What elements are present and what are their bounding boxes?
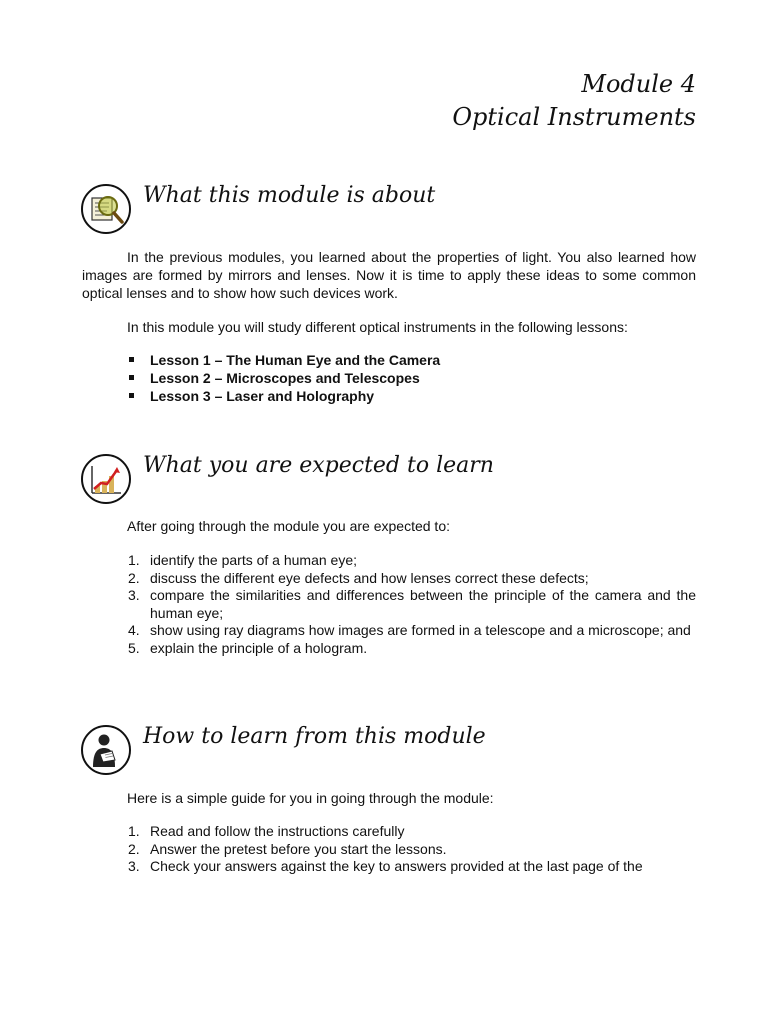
expected-intro: After going through the module you are expected to: xyxy=(127,518,450,534)
item-number: 1. xyxy=(128,552,140,568)
item-text: show using ray diagrams how images are formed in a telescope and a microscope; and xyxy=(150,622,691,638)
item-number: 3. xyxy=(128,587,140,603)
item-text: explain the principle of a hologram. xyxy=(150,639,368,656)
list-item xyxy=(128,552,696,570)
item-number: 4. xyxy=(128,622,140,638)
list-item: Lesson 2 – Microscopes and Telescopes xyxy=(128,369,696,387)
item-text: compare the similarities and differences between the principle of the camera and the human eye; xyxy=(150,587,696,621)
list-item xyxy=(128,640,696,658)
module-number-title: Module 4 xyxy=(581,70,696,98)
list-item xyxy=(128,570,696,588)
rising-chart-icon xyxy=(81,454,131,504)
item-text: Check your answers against the key to answers provided at the last page of the xyxy=(150,858,643,874)
list-item xyxy=(128,841,696,859)
section-title-how: How to learn from this module xyxy=(143,724,486,749)
reading-person-icon xyxy=(81,725,131,775)
item-text: discuss the different eye defects and how lenses correct these defects; xyxy=(150,569,589,586)
list-item xyxy=(128,622,696,640)
magnifier-document-icon xyxy=(81,184,131,234)
list-item xyxy=(128,858,696,876)
how-intro: Here is a simple guide for you in going through the module: xyxy=(127,790,494,806)
section-title-expected: What you are expected to learn xyxy=(143,453,494,478)
objectives-list xyxy=(128,552,696,657)
item-number: 2. xyxy=(128,569,140,586)
section-title-about: What this module is about xyxy=(143,183,436,208)
item-number: 1. xyxy=(128,823,140,839)
lesson-list xyxy=(128,351,696,405)
module-title: Optical Instruments xyxy=(452,103,696,131)
about-paragraph-2: In this module you will study different optical instruments in the following lessons: xyxy=(127,319,628,335)
item-number: 3. xyxy=(128,858,140,874)
item-text: Read and follow the instructions carefully xyxy=(150,823,405,839)
guide-list xyxy=(128,823,696,876)
item-text: Answer the pretest before you start the lessons. xyxy=(150,840,447,857)
list-item: Lesson 3 – Laser and Holography xyxy=(128,387,696,405)
item-number: 5. xyxy=(128,639,140,656)
list-item xyxy=(128,823,696,841)
about-paragraph-1: In the previous modules, you learned about the properties of light. You also learned how images are formed by mirrors and lenses. Now it is time to apply these ideas to some common optical lenses and to show how such devices work. xyxy=(82,249,696,301)
list-item xyxy=(128,587,696,622)
item-number: 2. xyxy=(128,840,140,857)
list-item: Lesson 1 – The Human Eye and the Camera xyxy=(128,351,696,369)
item-text: identify the parts of a human eye; xyxy=(150,552,358,568)
